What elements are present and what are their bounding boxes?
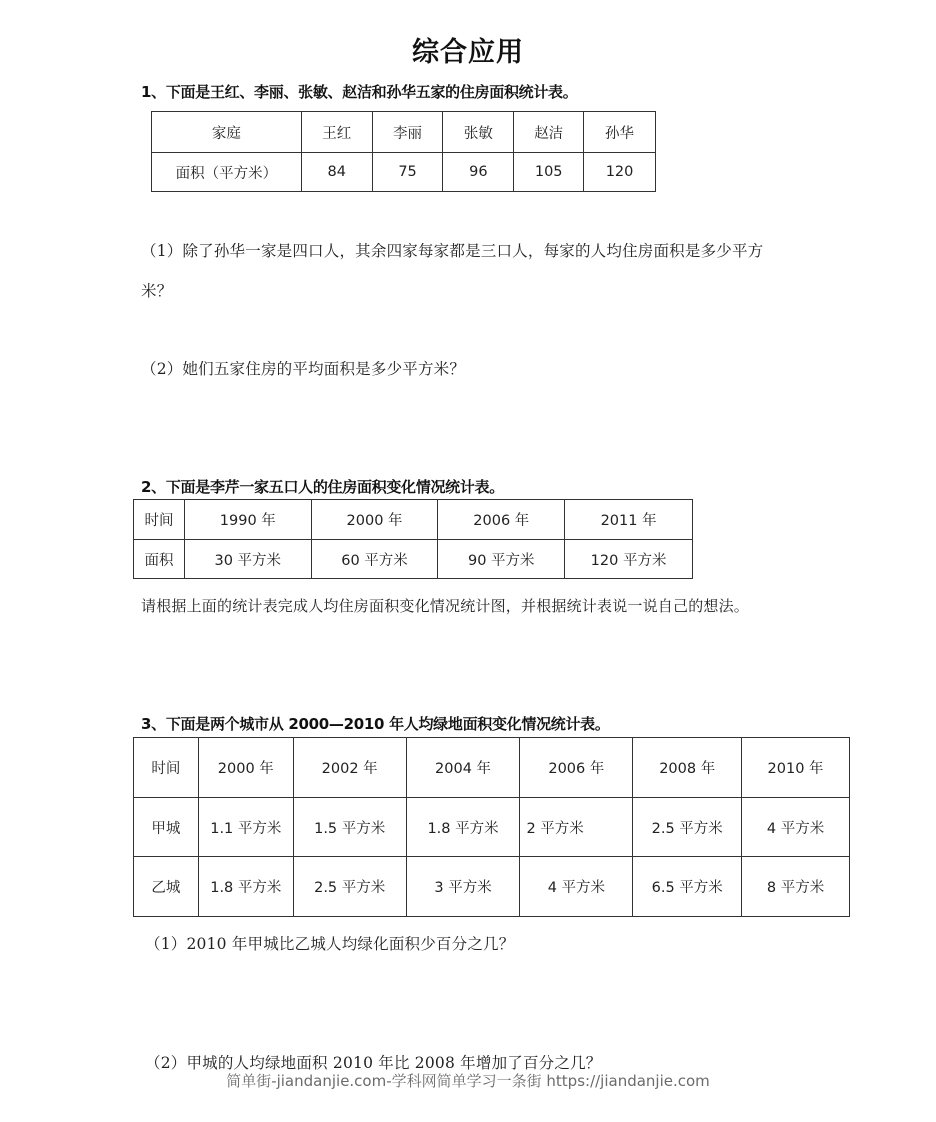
q3-row-label: 乙城	[134, 857, 199, 917]
q3-header-cell: 2002 年	[293, 738, 406, 798]
q2-header-cell: 2006 年	[438, 500, 565, 540]
q3-table-header-row	[134, 738, 850, 798]
q3-header-cell: 2008 年	[633, 738, 742, 798]
q3-header-cell: 2000 年	[198, 738, 293, 798]
q3-header-cell: 2006 年	[520, 738, 633, 798]
q3-table-row-city-b	[134, 857, 850, 917]
q3-table-row-city-a	[134, 798, 850, 857]
q1-row-label: 面积（平方米）	[152, 153, 302, 192]
q1-data-cell: 84	[301, 153, 372, 192]
q3-sub2: （2）甲城的人均绿地面积 2010 年比 2008 年增加了百分之几？	[145, 1054, 602, 1072]
q3-data-cell: 1.5 平方米	[293, 798, 406, 857]
footer-watermark: 简单街-jiandanjie.com-学科网简单学习一条街 https://jiandanjie.com	[226, 1072, 710, 1090]
q1-header-cell: 张敏	[443, 112, 514, 153]
q3-table	[133, 737, 850, 917]
q3-header-cell: 2010 年	[742, 738, 850, 798]
q1-data-cell: 75	[372, 153, 443, 192]
q3-data-cell: 6.5 平方米	[633, 857, 742, 917]
q3-data-cell: 2.5 平方米	[633, 798, 742, 857]
q2-data-cell: 60 平方米	[311, 540, 438, 579]
q2-header-cell: 时间	[134, 500, 185, 540]
q2-row-label: 面积	[134, 540, 185, 579]
q2-heading: 2、下面是李芹一家五口人的住房面积变化情况统计表。	[141, 478, 504, 496]
q1-header-cell: 赵洁	[514, 112, 584, 153]
q1-sub1-line1: （1）除了孙华一家是四口人，其余四家每家都是三口人，每家的人均住房面积是多少平方	[141, 242, 764, 260]
q1-data-cell: 120	[584, 153, 656, 192]
q1-header-cell: 王红	[301, 112, 372, 153]
q1-table-data-row	[152, 153, 656, 192]
q2-header-cell: 2011 年	[565, 500, 693, 540]
q1-heading: 1、下面是王红、李丽、张敏、赵洁和孙华五家的住房面积统计表。	[141, 83, 578, 101]
q3-data-cell: 2.5 平方米	[293, 857, 406, 917]
q3-data-cell: 3 平方米	[406, 857, 520, 917]
q1-sub1-line2: 米？	[141, 282, 173, 300]
q2-table-header-row	[134, 500, 693, 540]
q1-data-cell: 105	[514, 153, 584, 192]
q1-table	[151, 111, 656, 192]
q3-data-cell: 1.8 平方米	[406, 798, 520, 857]
q2-table-data-row	[134, 540, 693, 579]
q2-header-cell: 2000 年	[311, 500, 438, 540]
q3-data-cell: 4 平方米	[742, 798, 850, 857]
q3-header-cell: 2004 年	[406, 738, 520, 798]
q3-row-label: 甲城	[134, 798, 199, 857]
q3-data-cell: 1.8 平方米	[198, 857, 293, 917]
q2-data-cell: 30 平方米	[184, 540, 311, 579]
q1-table-header-row	[152, 112, 656, 153]
q2-instruction: 请根据上面的统计表完成人均住房面积变化情况统计图，并根据统计表说一说自己的想法。	[141, 597, 750, 615]
q3-header-cell: 时间	[134, 738, 199, 798]
q3-sub1: （1）2010 年甲城比乙城人均绿化面积少百分之几？	[145, 935, 515, 953]
q3-heading: 3、下面是两个城市从 2000—2010 年人均绿地面积变化情况统计表。	[141, 715, 610, 733]
q2-data-cell: 120 平方米	[565, 540, 693, 579]
q2-header-cell: 1990 年	[184, 500, 311, 540]
q1-header-cell: 李丽	[372, 112, 443, 153]
q1-data-cell: 96	[443, 153, 514, 192]
q1-header-cell: 孙华	[584, 112, 656, 153]
q2-data-cell: 90 平方米	[438, 540, 565, 579]
q3-data-cell: 2 平方米	[520, 798, 633, 857]
page-title: 综合应用	[412, 37, 524, 68]
q3-data-cell: 8 平方米	[742, 857, 850, 917]
q1-header-cell: 家庭	[152, 112, 302, 153]
q2-table	[133, 499, 693, 579]
q1-sub2: （2）她们五家住房的平均面积是多少平方米？	[141, 360, 466, 378]
q3-data-cell: 4 平方米	[520, 857, 633, 917]
q3-data-cell: 1.1 平方米	[198, 798, 293, 857]
